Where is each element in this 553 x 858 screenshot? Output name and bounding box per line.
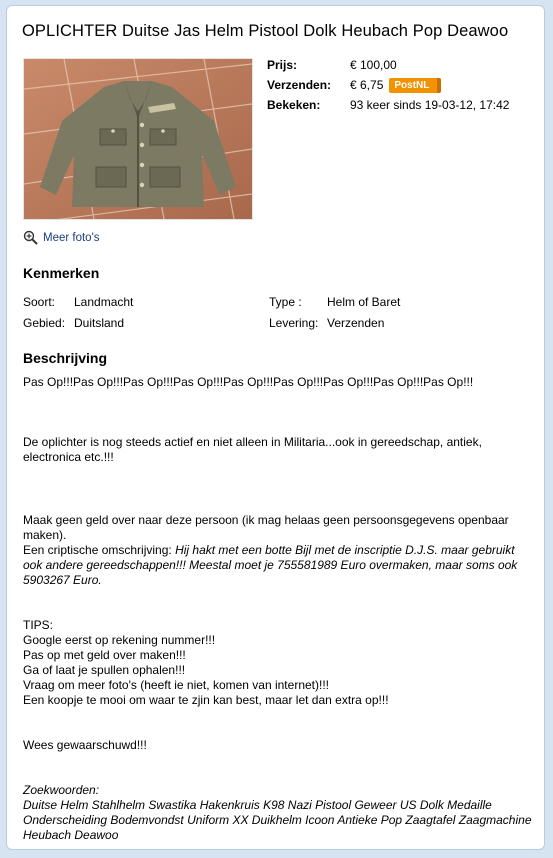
listing-photo[interactable]	[23, 58, 253, 220]
tips-title: TIPS:	[23, 618, 54, 632]
keywords-text: Duitse Helm Stahlhelm Swastika Hakenkruis K98 Nazi Pistool Geweer US Dolk Medaille Onderscheiding Bodemvondst Uniform XX Duikhelm Icoon Antieke Pop Zaagtafel Zaagmachine Heubach Deawoo	[23, 798, 532, 842]
kenmerken-row	[23, 312, 443, 333]
keywords-label: Zoekwoorden:	[23, 783, 100, 797]
beschrijving-heading: Beschrijving	[23, 350, 108, 366]
kenmerken-heading: Kenmerken	[23, 265, 100, 281]
listing-panel	[6, 5, 545, 850]
tip-item: Een koopje te mooi om waar te zjin kan best, maar let dan extra op!!!	[23, 693, 389, 707]
tip-item: Vraag om meer foto's (heeft ie niet, komen van internet)!!!	[23, 678, 329, 692]
shipping-label: Verzenden:	[267, 78, 332, 92]
tip-item: Pas op met geld over maken!!!	[23, 648, 186, 662]
listing-title: OPLICHTER Duitse Jas Helm Pistool Dolk Heubach Pop Deawoo	[22, 22, 509, 40]
more-photos-link[interactable]	[23, 230, 100, 245]
tip-item: Ga of laat je spullen ophalen!!!	[23, 663, 186, 677]
description-body	[23, 375, 535, 843]
views-label: Bekeken:	[267, 98, 321, 112]
prop-value: Landmacht	[74, 294, 134, 309]
kenmerken-row	[23, 291, 443, 312]
more-photos-label: Meer foto's	[43, 231, 100, 244]
listing-details	[267, 55, 509, 115]
description-line: De oplichter is nog steeds actief en niet alleen in Militaria...ook in gereedschap, antiek, electronica etc.!!!	[23, 435, 482, 464]
prop-value: Helm of Baret	[327, 294, 401, 309]
kenmerken-table	[23, 291, 443, 333]
shipping-value: € 6,75	[350, 78, 384, 92]
prop-key: Type :	[269, 294, 302, 309]
prop-value: Duitsland	[74, 315, 125, 330]
prop-key: Gebied:	[23, 315, 66, 330]
warning-text: Wees gewaarschuwd!!!	[23, 738, 147, 752]
postnl-logo: PostNL	[389, 78, 441, 93]
jacket-photo-image	[24, 59, 252, 219]
price-row	[267, 55, 509, 75]
views-value: 93 keer sinds 19-03-12, 17:42	[350, 98, 510, 112]
description-italic: Hij hakt met een botte Bijl met de inscriptie D.J.S. maar gebruikt ook andere gereedschappen!!! Meestal moet je 755581989 Euro overmaken, maar soms ook 5903267 Euro.	[23, 543, 518, 587]
description-line: Pas Op!!!Pas Op!!!Pas Op!!!Pas Op!!!Pas Op!!!Pas Op!!!Pas Op!!!Pas Op!!!Pas Op!!!	[23, 375, 474, 389]
prop-key: Levering:	[269, 315, 319, 330]
prop-key: Soort:	[23, 294, 56, 309]
tip-item: Google eerst op rekening nummer!!!	[23, 633, 216, 647]
magnifier-plus-icon	[23, 230, 38, 245]
views-row	[267, 95, 509, 115]
price-value: € 100,00	[350, 58, 397, 72]
description-line: Maak geen geld over naar deze persoon (ik mag helaas geen persoonsgegevens openbaar maken).	[23, 513, 509, 542]
description-line: Een criptische omschrijving: Hij hakt met een botte Bijl met de inscriptie D.J.S. maar gebruikt ook andere gereedschappen!!! Meestal moet je 755581989 Euro overmaken, maar soms ook 5903267 Euro.	[23, 543, 518, 587]
price-label: Prijs:	[267, 58, 298, 72]
shipping-row	[267, 75, 509, 95]
prop-value: Verzenden	[327, 315, 385, 330]
